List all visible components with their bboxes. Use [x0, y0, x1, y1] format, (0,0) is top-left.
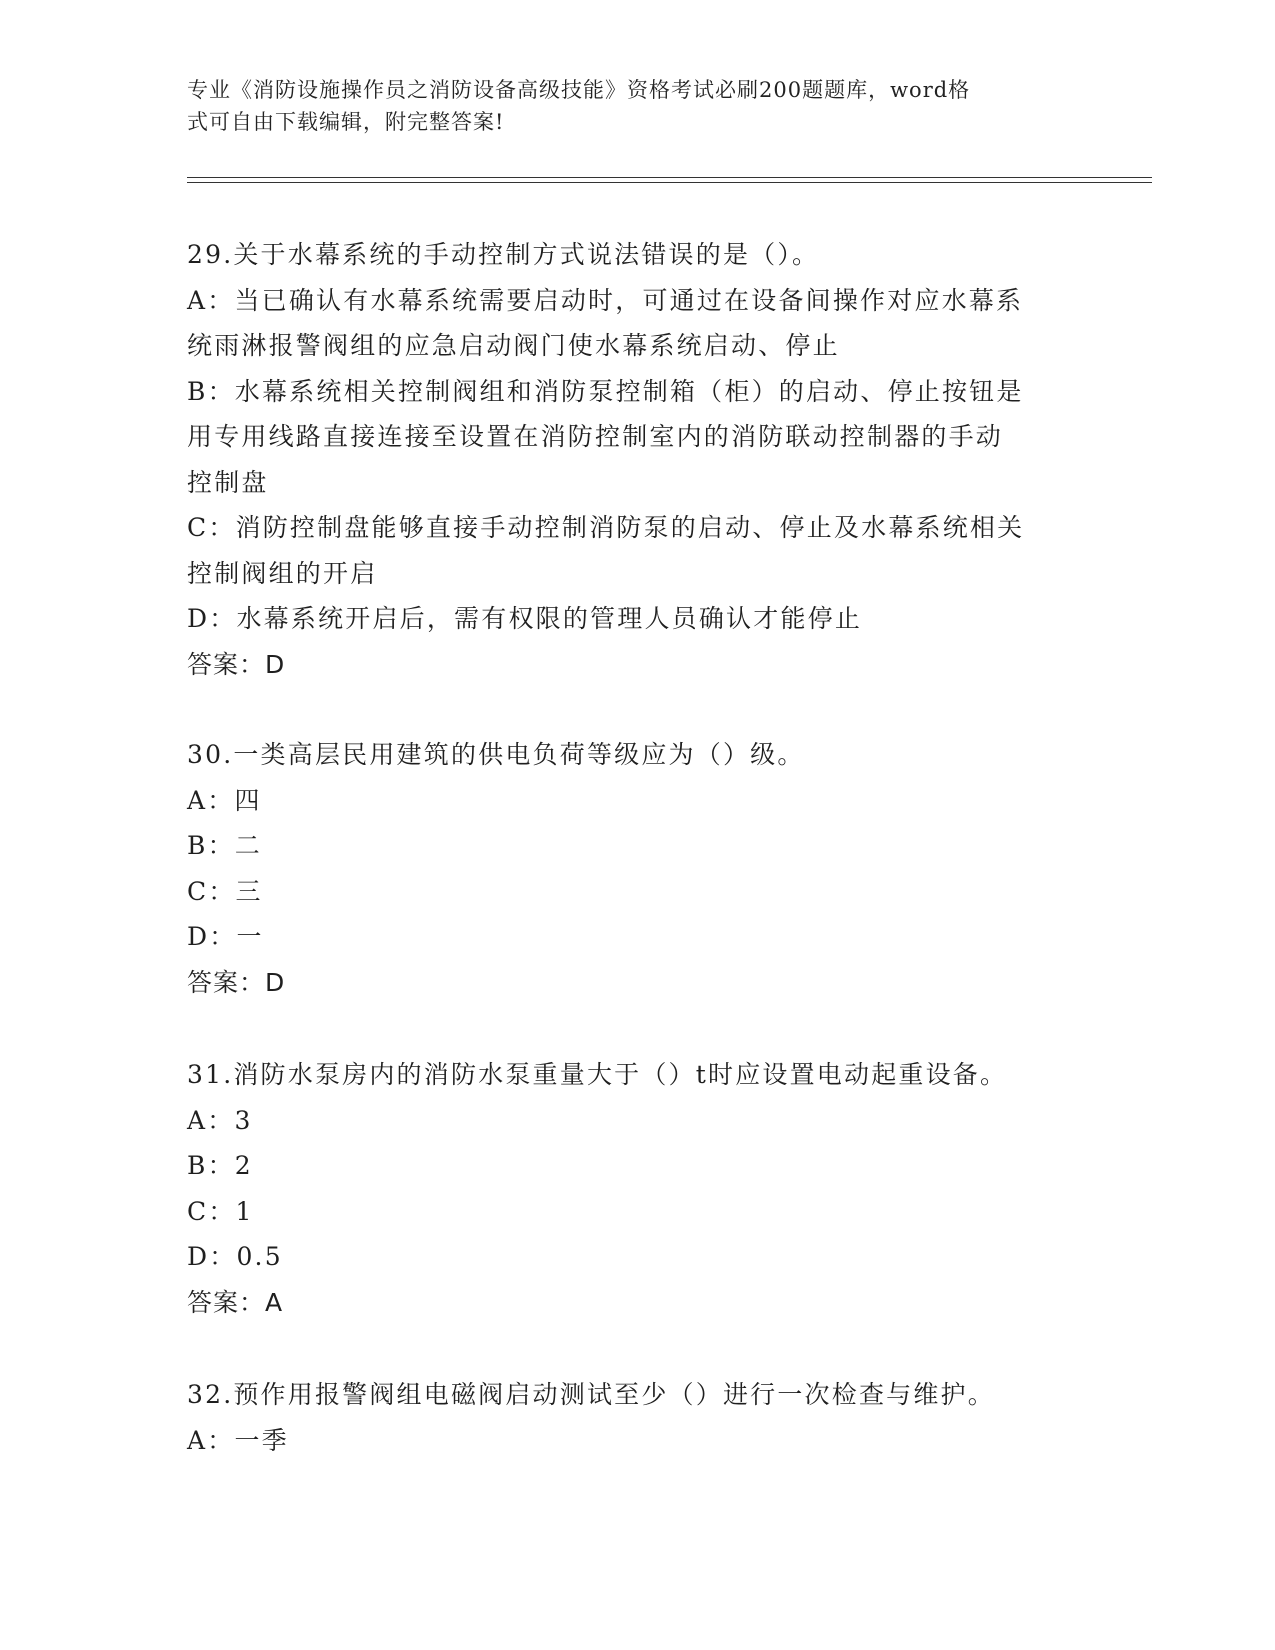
- question-29-option-a-line-2: 统雨淋报警阀组的应急启动阀门使水幕系统启动、停止: [187, 331, 840, 360]
- question-31-option-a: A：3: [187, 1105, 253, 1135]
- question-31: [187, 1052, 1087, 1325]
- header-line-2: 式可自由下载编辑，附完整答案!: [187, 110, 505, 134]
- question-31-option-d: D：0.5: [187, 1242, 283, 1271]
- question-29-stem: 29.关于水幕系统的手动控制方式说法错误的是（）。: [187, 240, 820, 269]
- header-divider-top: [187, 177, 1152, 178]
- question-31-option-c: C：1: [187, 1196, 254, 1226]
- question-30-option-d: D：一: [187, 922, 264, 951]
- question-30-stem: 30.一类高层民用建筑的供电负荷等级应为（）级。: [187, 740, 805, 769]
- question-30-option-a: A：四: [187, 785, 262, 815]
- question-32-stem: 32.预作用报警阀组电磁阀启动测试至少（）进行一次检查与维护。: [187, 1380, 995, 1409]
- question-29: [187, 232, 1087, 687]
- question-32-option-a: A：一季: [187, 1425, 289, 1455]
- header-divider-bottom: [187, 182, 1152, 183]
- question-29-option-c-line-1: C：消防控制盘能够直接手动控制消防泵的启动、停止及水幕系统相关: [187, 513, 1025, 542]
- question-31-answer: 答案：A: [187, 1287, 284, 1317]
- question-31-stem: 31.消防水泵房内的消防水泵重量大于（）t时应设置电动起重设备。: [187, 1060, 1008, 1089]
- question-30: [187, 732, 1087, 1005]
- question-30-answer: 答案：D: [187, 967, 286, 997]
- question-29-option-a-line-1: A：当已确认有水幕系统需要启动时，可通过在设备间操作对应水幕系: [187, 285, 1024, 315]
- question-29-answer: 答案：D: [187, 649, 286, 679]
- document-header: [187, 74, 1067, 138]
- question-29-option-b-line-3: 控制盘: [187, 467, 269, 497]
- question-30-option-c: C：三: [187, 876, 263, 906]
- question-29-option-d: D：水幕系统开启后，需有权限的管理人员确认才能停止: [187, 604, 863, 633]
- question-32: [187, 1372, 1087, 1463]
- question-29-option-b-line-1: B：水幕系统相关控制阀组和消防泵控制箱（柜）的启动、停止按钮是: [187, 376, 1024, 406]
- header-line-1: 专业《消防设施操作员之消防设备高级技能》资格考试必刷200题题库，word格: [187, 78, 971, 102]
- question-31-option-b: B：2: [187, 1151, 253, 1180]
- question-29-option-b-line-2: 用专用线路直接连接至设置在消防控制室内的消防联动控制器的手动: [187, 422, 1004, 451]
- question-30-option-b: B：二: [187, 831, 262, 860]
- question-29-option-c-line-2: 控制阀组的开启: [187, 558, 378, 588]
